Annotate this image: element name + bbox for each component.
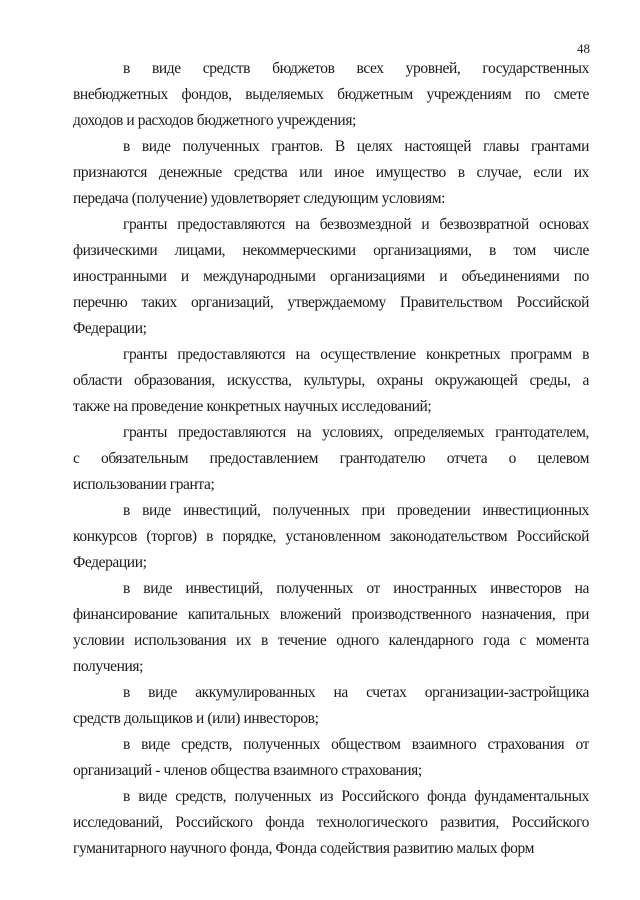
text-line: передача (получение) удовлетворяет следующим условиям: — [73, 190, 446, 207]
paragraph — [73, 498, 589, 576]
text-line: конкурсов (торгов) в порядке, установленном законодательством Российской — [73, 528, 589, 545]
text-line: условии использования их в течение одного календарного года с момента — [73, 632, 589, 649]
text-line: исследований, Российского фонда технологического развития, Российского — [73, 814, 589, 831]
text-line: иностранными и международными организациями и объединениями по — [73, 268, 589, 285]
text-line: физическими лицами, некоммерческими организациями, в том числе — [73, 242, 589, 259]
text-line: гуманитарного научного фонда, Фонда содействия развитию малых форм — [73, 840, 535, 857]
text-line: в виде средств, полученных обществом взаимного страхования от — [123, 736, 589, 753]
paragraph — [73, 576, 589, 680]
text-line: доходов и расходов бюджетного учреждения; — [73, 112, 356, 129]
text-line: финансирование капитальных вложений производственного назначения, при — [73, 606, 589, 623]
text-line: перечню таких организаций, утверждаемому Правительством Российской — [73, 294, 589, 311]
text-line: также на проведение конкретных научных исследований; — [73, 398, 432, 415]
text-line: использовании гранта; — [73, 476, 215, 493]
page-number: 48 — [577, 41, 590, 56]
paragraph — [73, 212, 589, 342]
paragraph — [73, 134, 589, 212]
paragraph — [73, 342, 589, 420]
text-line: Федерации; — [73, 320, 147, 337]
text-line: области образования, искусства, культуры, охраны окружающей среды, а — [73, 372, 589, 389]
text-line: в виде инвестиций, полученных при проведении инвестиционных — [123, 502, 589, 519]
text-line: Федерации; — [73, 554, 147, 571]
text-line: средств дольщиков и (или) инвесторов; — [73, 710, 319, 727]
paragraph — [73, 732, 589, 784]
text-line: в виде полученных грантов. В целях настоящей главы грантами — [123, 138, 589, 155]
text-line: в виде средств бюджетов всех уровней, государственных — [123, 60, 589, 77]
document-body — [73, 56, 589, 862]
paragraph — [73, 56, 589, 134]
text-line: с обязательным предоставлением грантодателю отчета о целевом — [73, 450, 589, 467]
text-line: признаются денежные средства или иное имущество в случае, если их — [73, 164, 589, 181]
text-line: внебюджетных фондов, выделяемых бюджетным учреждениям по смете — [73, 86, 589, 103]
text-line: гранты предоставляются на безвозмездной и безвозвратной основах — [123, 216, 589, 233]
paragraph — [73, 420, 589, 498]
text-line: гранты предоставляются на условиях, определяемых грантодателем, — [123, 424, 589, 441]
text-line: получения; — [73, 658, 144, 675]
text-line: гранты предоставляются на осуществление конкретных программ в — [123, 346, 589, 363]
text-line: в виде инвестиций, полученных от иностранных инвесторов на — [123, 580, 589, 597]
paragraph — [73, 680, 589, 732]
text-line: организаций - членов общества взаимного страхования; — [73, 762, 422, 779]
text-line: в виде средств, полученных из Российского фонда фундаментальных — [123, 788, 589, 805]
paragraph — [73, 784, 589, 862]
text-line: в виде аккумулированных на счетах организации-застройщика — [123, 684, 589, 701]
